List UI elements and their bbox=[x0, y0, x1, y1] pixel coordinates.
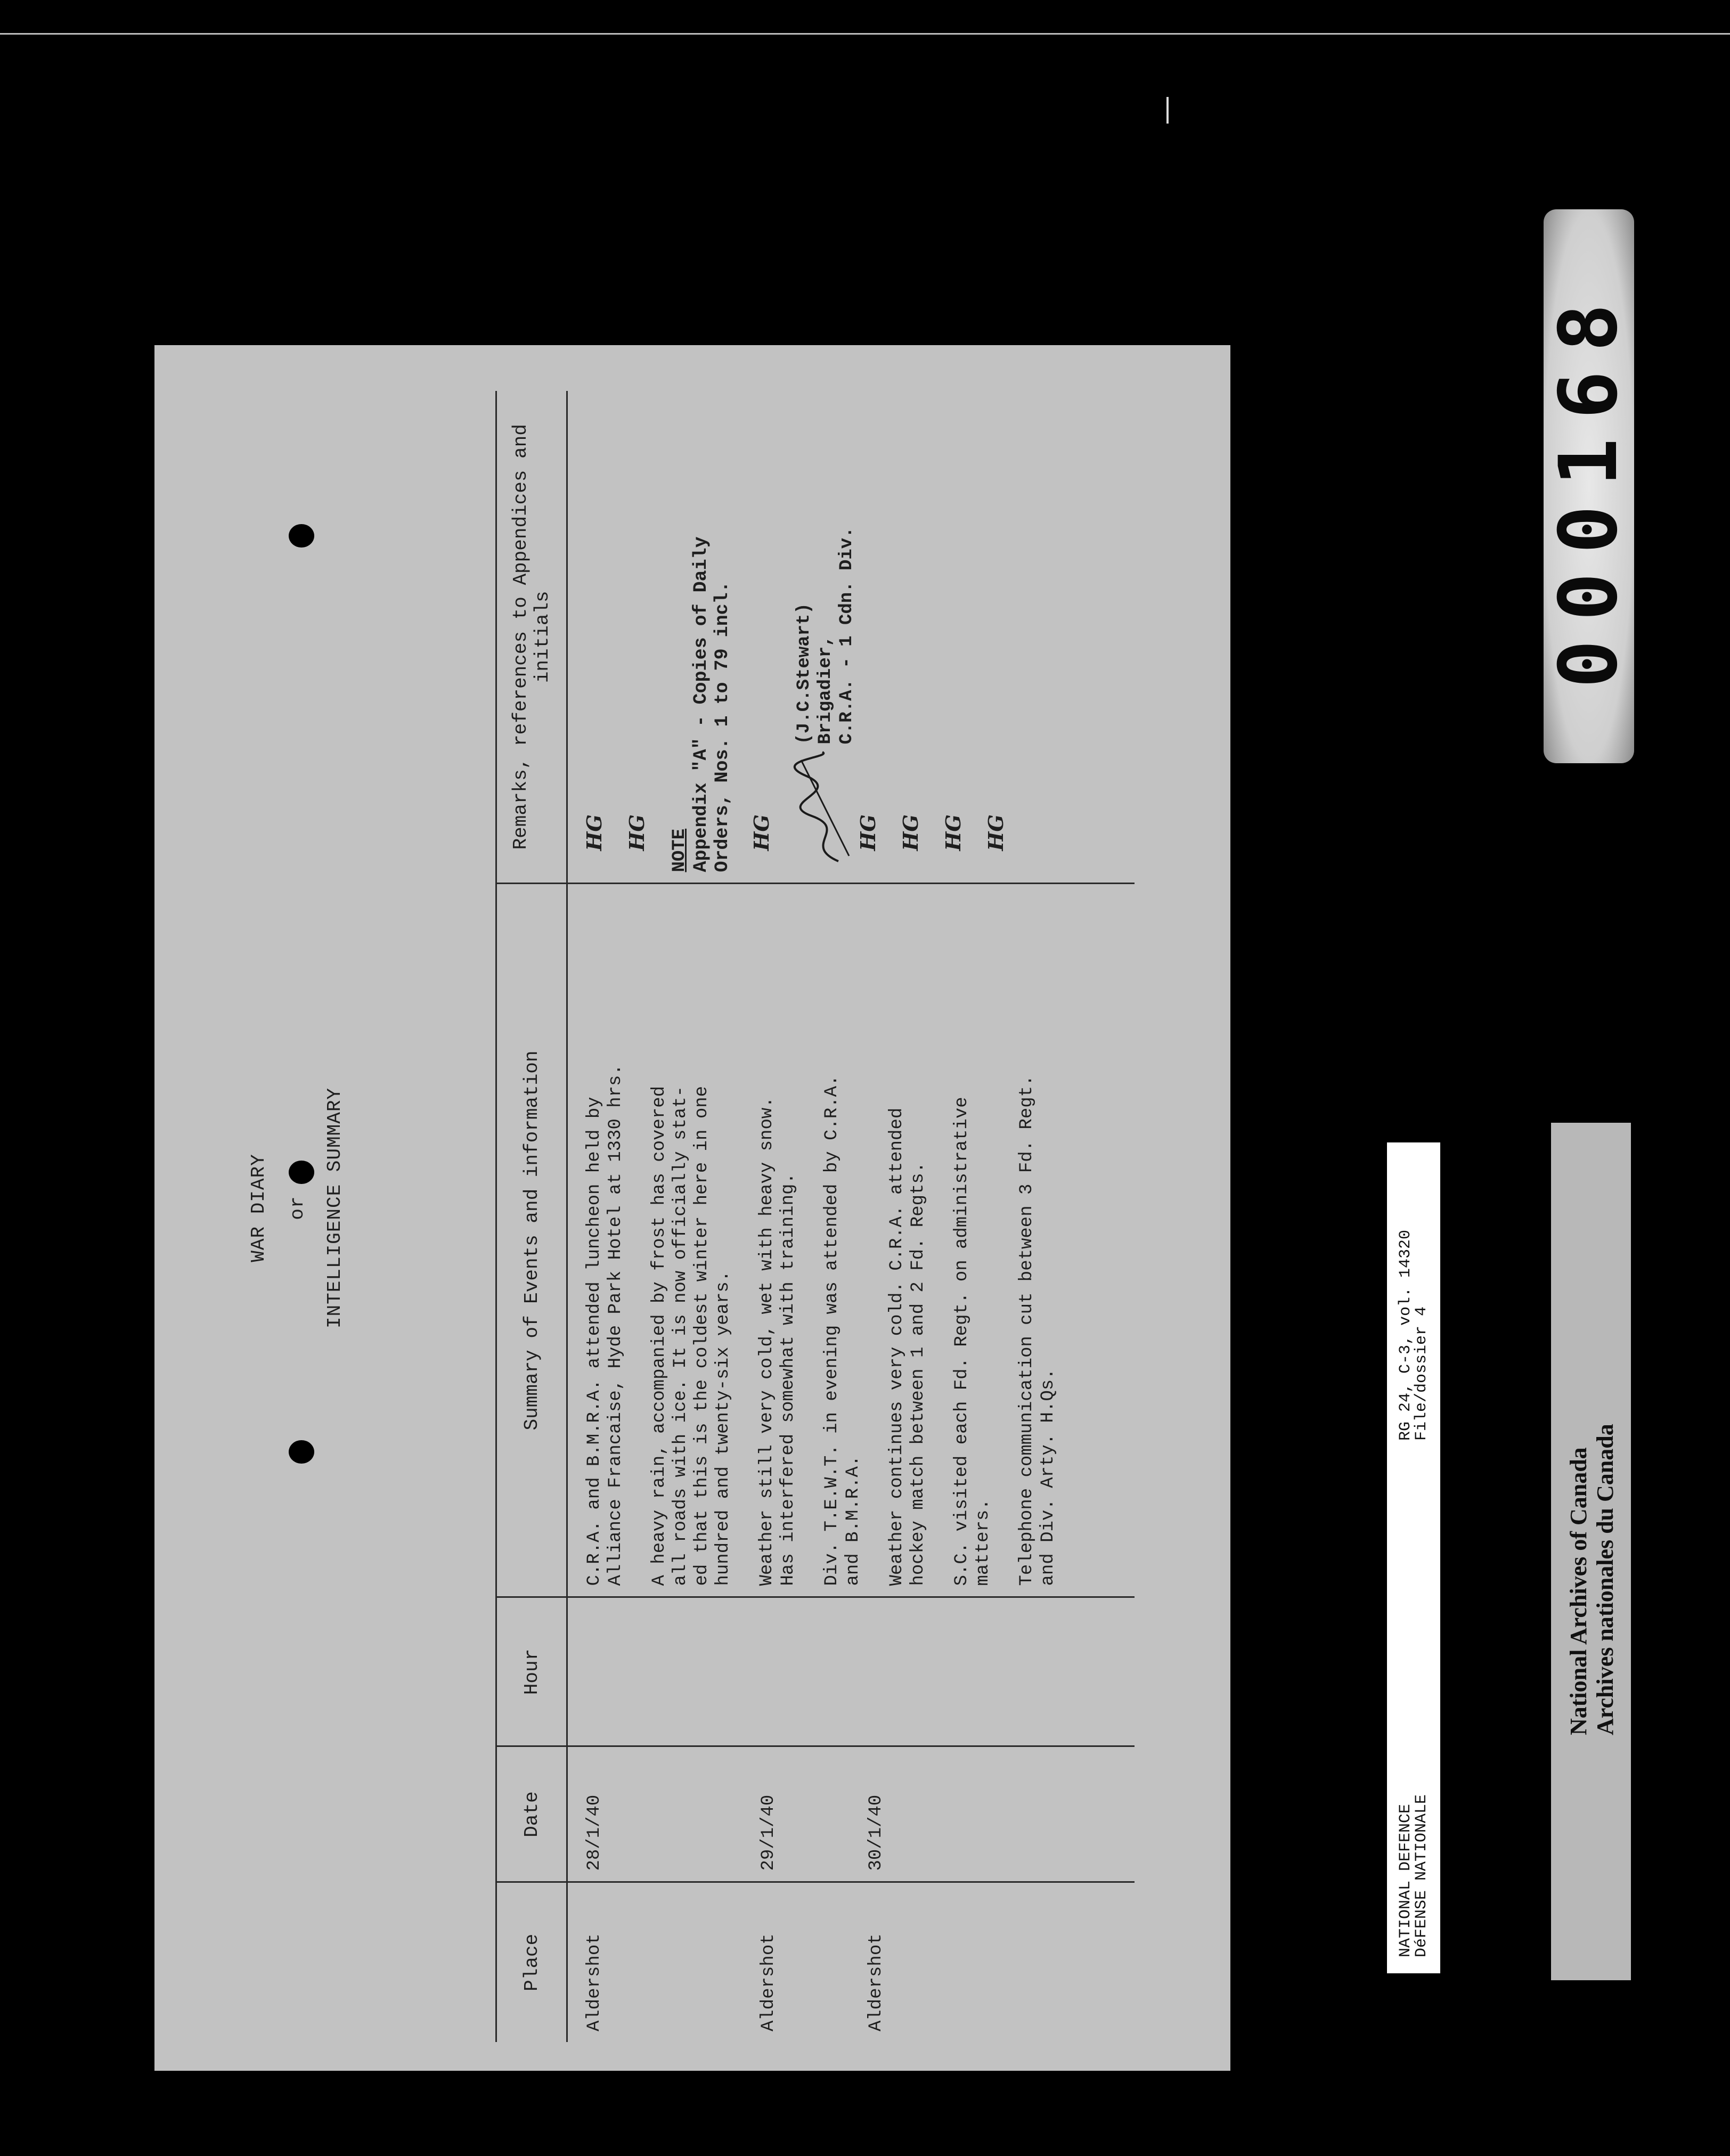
diary-entry: Div. T.E.W.T. in evening was attended by C.R.A. and B.M.R.A. bbox=[822, 1075, 863, 1586]
frame-number: 000168 bbox=[1544, 209, 1634, 763]
diary-title-or: or bbox=[287, 1196, 308, 1220]
handwritten-initials: HG bbox=[984, 814, 1008, 851]
date-value: 28/1/40 bbox=[584, 1794, 605, 1871]
war-diary-page bbox=[154, 345, 1230, 2071]
signature-block bbox=[794, 402, 858, 745]
remarks-cell bbox=[567, 391, 1135, 884]
date-value: 29/1/40 bbox=[758, 1794, 779, 1871]
col-header-hour: Hour bbox=[496, 1597, 567, 1746]
diary-entry: S.C. visited each Fd. Regt. on administrative matters. bbox=[952, 1097, 993, 1586]
table-row bbox=[567, 391, 1135, 2042]
scan-mark bbox=[1166, 97, 1169, 124]
archives-name-en: National Archives of Canada bbox=[1565, 1447, 1592, 1735]
note-label: NOTE bbox=[670, 828, 690, 872]
file-dossier-ref: File/dossier 4 bbox=[1413, 1306, 1431, 1441]
diary-entry: A heavy rain, accompanied by frost has covered all roads with ice. It is now officially stat- ed that this is the coldest winter here in one hundred and twenty-six years. bbox=[649, 1085, 733, 1586]
note-line: Orders, Nos. 1 to 79 incl. bbox=[712, 581, 733, 872]
date-cell bbox=[567, 1746, 1135, 1882]
signature-scribble bbox=[790, 750, 854, 867]
handwritten-initials: HG bbox=[625, 814, 649, 851]
department-fr: DéFENSE NATIONALE bbox=[1413, 1794, 1431, 1957]
handwritten-initials: HG bbox=[749, 814, 773, 851]
archives-name-fr: Archives nationales du Canada bbox=[1592, 1424, 1618, 1735]
handwritten-initials: HG bbox=[941, 814, 965, 851]
signatory-name: (J.C.Stewart) bbox=[794, 603, 814, 745]
col-header-date: Date bbox=[496, 1746, 567, 1882]
archives-name-label bbox=[1551, 1123, 1631, 1980]
handwritten-initials: HG bbox=[582, 814, 606, 851]
diary-title: WAR DIARY bbox=[248, 1154, 270, 1262]
col-header-summary: Summary of Events and information bbox=[496, 884, 567, 1597]
diary-table bbox=[495, 391, 1135, 2042]
place-value: Aldershot bbox=[866, 1933, 886, 2031]
signatory-rank: Brigadier, bbox=[815, 635, 836, 745]
date-value: 30/1/40 bbox=[866, 1794, 886, 1871]
record-group-ref: RG 24, C-3, vol. 14320 bbox=[1397, 1229, 1415, 1441]
diary-subtitle: INTELLIGENCE SUMMARY bbox=[324, 1087, 346, 1329]
archive-reference-label bbox=[1387, 1142, 1440, 1973]
signatory-unit: C.R.A. - 1 Cdn. Div. bbox=[837, 527, 857, 745]
hour-cell bbox=[567, 1597, 1135, 1746]
table-header-row bbox=[496, 391, 567, 2042]
place-value: Aldershot bbox=[584, 1933, 605, 2031]
note-line: Appendix "A" - Copies of Daily bbox=[690, 536, 712, 872]
scan-top-rule bbox=[0, 33, 1730, 35]
handwritten-initials: HG bbox=[856, 814, 880, 851]
place-cell bbox=[567, 1882, 1135, 2042]
diary-entry: Weather still very cold, wet with heavy snow. Has interfered somewhat with training. bbox=[757, 1097, 798, 1586]
col-header-place: Place bbox=[496, 1882, 567, 2042]
diary-entry: Weather continues very cold. C.R.A. attended hockey match between 1 and 2 Fd. Regts. bbox=[887, 1107, 928, 1586]
summary-cell bbox=[567, 884, 1135, 1597]
note-block bbox=[669, 402, 733, 872]
department-en: NATIONAL DEFENCE bbox=[1397, 1803, 1415, 1957]
place-value: Aldershot bbox=[758, 1933, 779, 2031]
diary-entry: C.R.A. and B.M.R.A. attended luncheon held by Alliance Francaise, Hyde Park Hotel at 1330 hrs. bbox=[584, 1064, 626, 1586]
handwritten-initials: HG bbox=[899, 814, 923, 851]
col-header-remarks: Remarks, references to Appendices and initials bbox=[496, 391, 567, 884]
diary-entry: Telephone communication cut between 3 Fd. Regt. and Div. Arty. H.Qs. bbox=[1017, 1075, 1058, 1586]
